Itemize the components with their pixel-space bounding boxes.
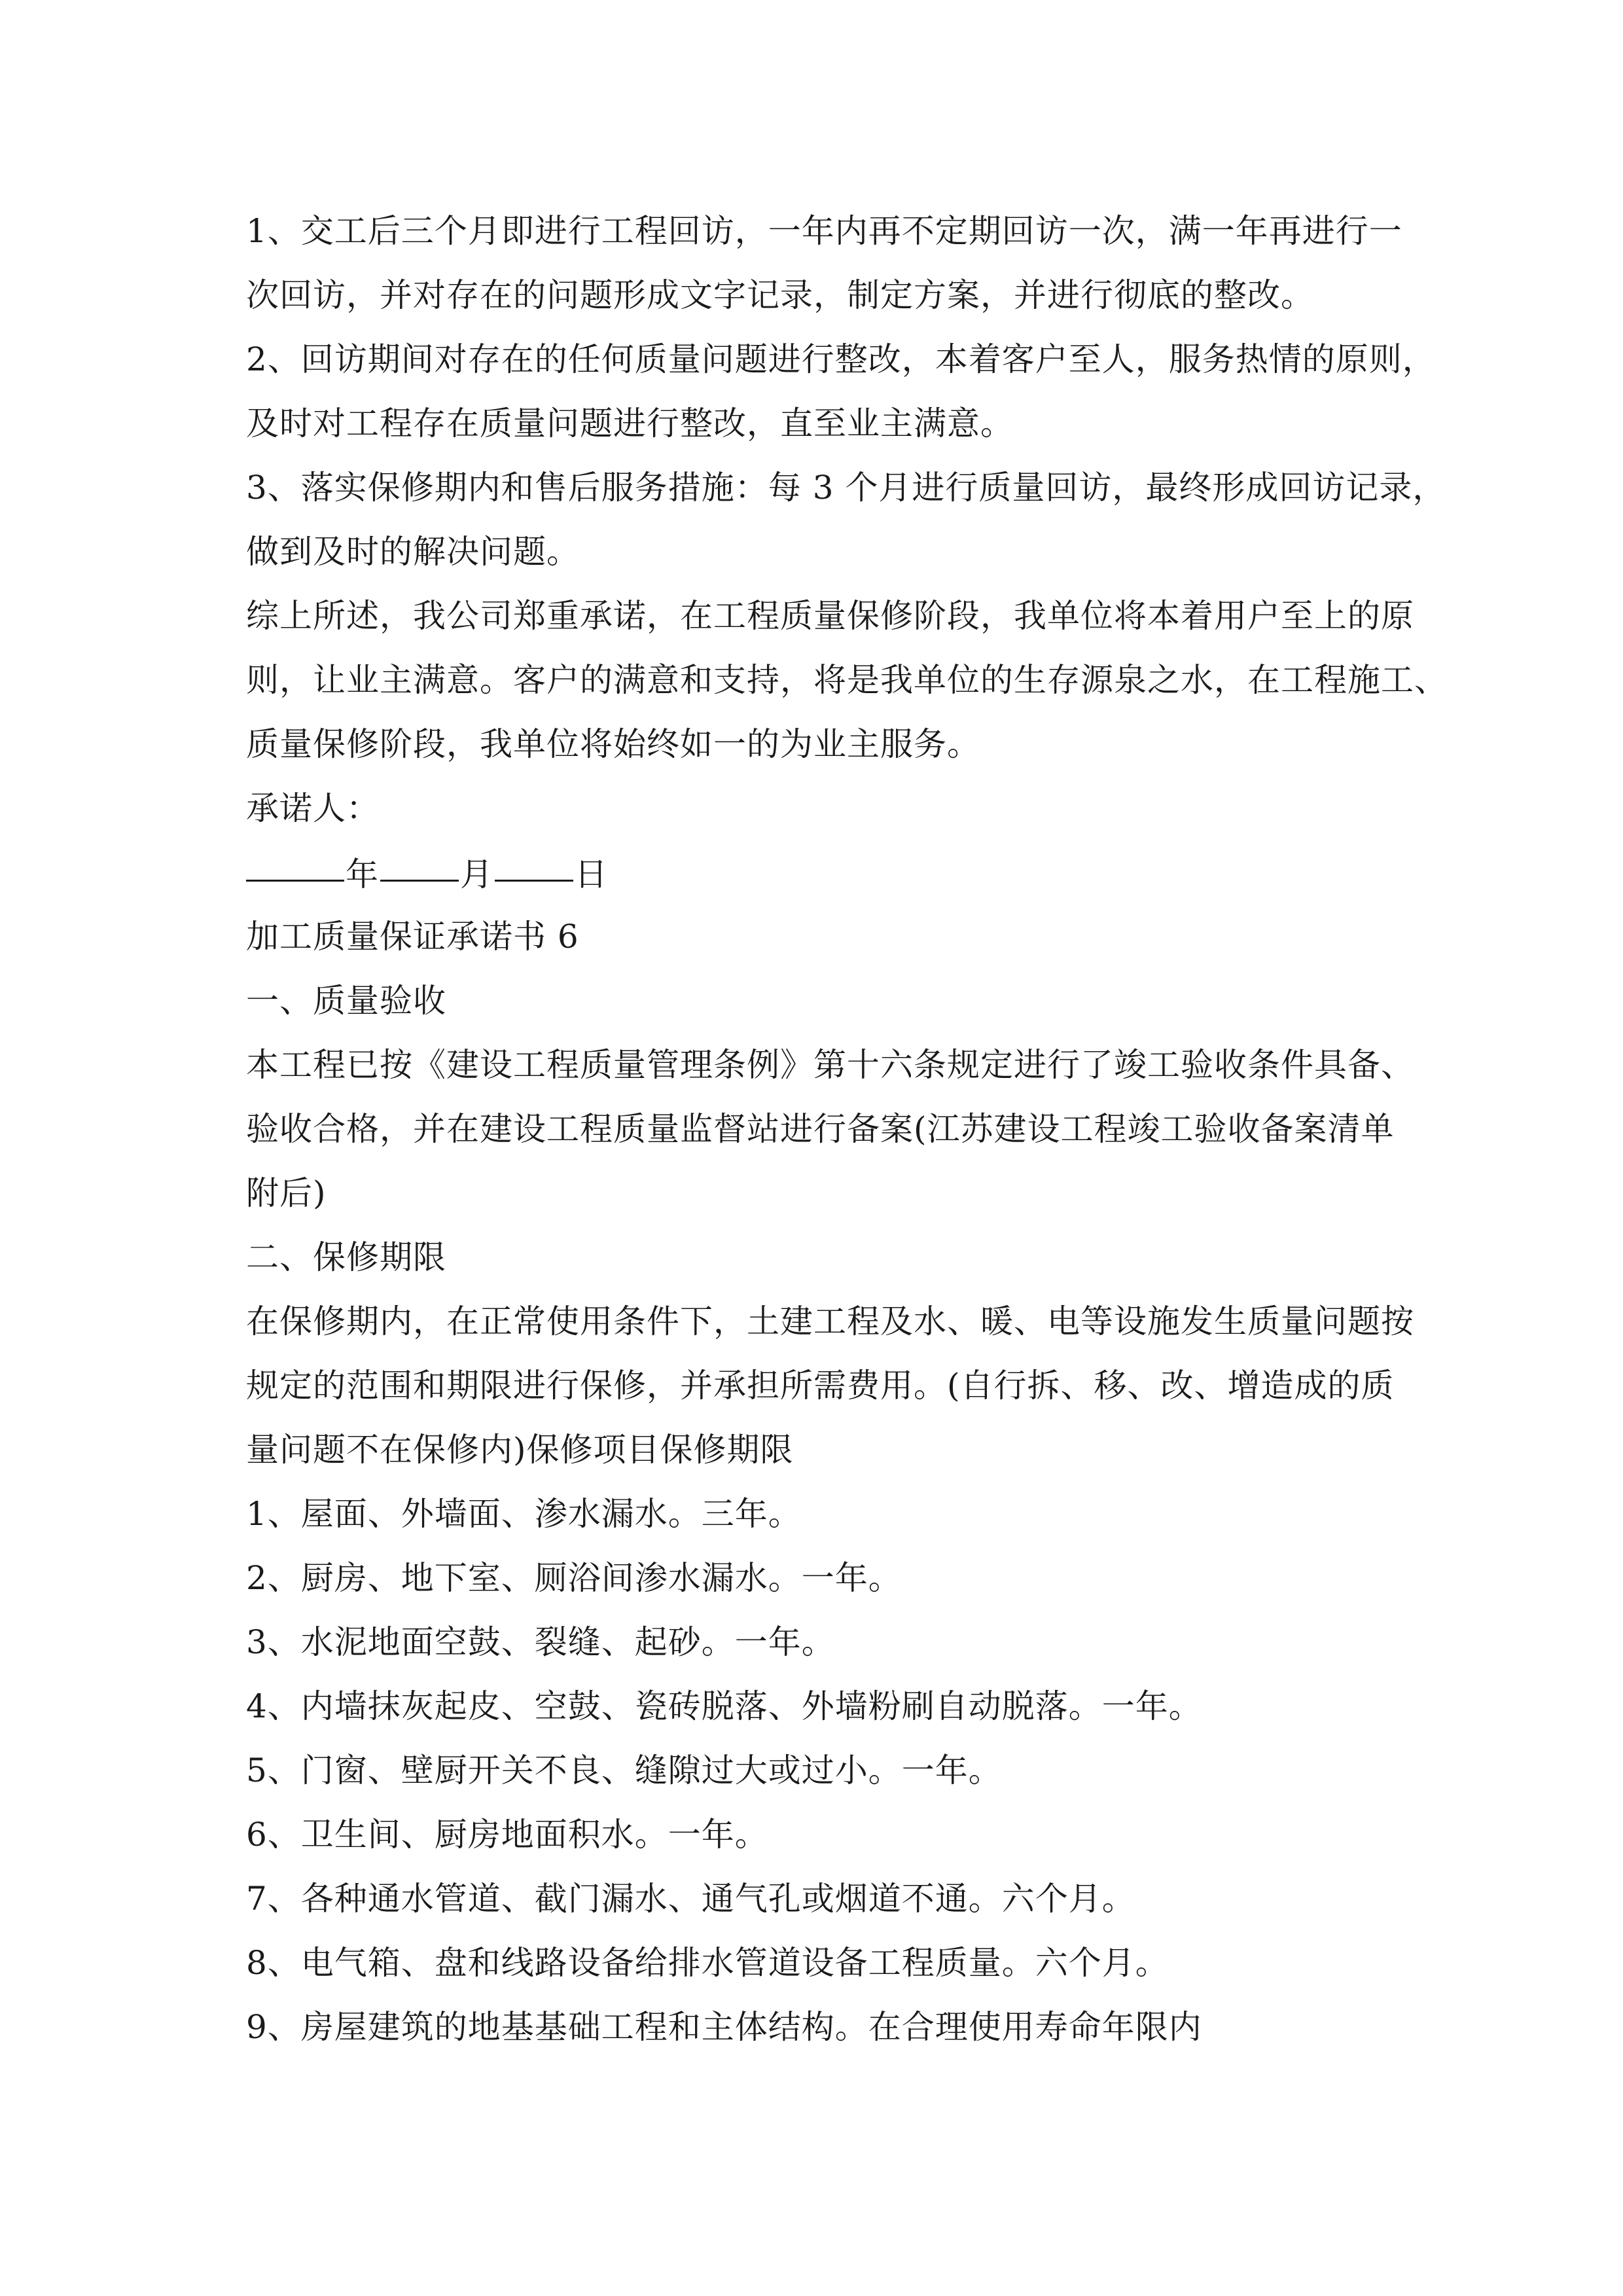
- month-blank: [380, 840, 459, 882]
- text-line: 质量保修阶段，我单位将始终如一的为业主服务。: [246, 725, 980, 763]
- list-item: 3、水泥地面空鼓、裂缝、起砂。一年。: [246, 1623, 835, 1661]
- list-item: 2、厨房、地下室、厕浴间渗水漏水。一年。: [246, 1559, 902, 1597]
- text-line: 规定的范围和期限进行保修，并承担所需费用。(自行拆、移、改、增造成的质: [246, 1367, 1395, 1405]
- text-line: 在保修期内，在正常使用条件下，土建工程及水、暖、电等设施发生质量问题按: [246, 1302, 1414, 1340]
- text-line: 做到及时的解决问题。: [246, 533, 580, 571]
- year-blank: [246, 840, 344, 882]
- list-item: 7、各种通水管道、截门漏水、通气孔或烟道不通。六个月。: [246, 1880, 1135, 1918]
- text-line: 1、交工后三个月即进行工程回访，一年内再不定期回访一次，满一年再进行一: [246, 212, 1402, 250]
- text-line: 综上所述，我公司郑重承诺，在工程质量保修阶段，我单位将本着用户至上的原: [246, 597, 1414, 635]
- list-item: 1、屋面、外墙面、渗水漏水。三年。: [246, 1495, 802, 1533]
- list-item: 5、门窗、壁厨开关不良、缝隙过大或过小。一年。: [246, 1751, 1002, 1789]
- text-line: 则，让业主满意。客户的满意和支持，将是我单位的生存源泉之水，在工程施工、: [246, 661, 1448, 699]
- list-item: 6、卫生间、厨房地面积水。一年。: [246, 1816, 768, 1854]
- promisor-label: 承诺人：: [246, 789, 380, 827]
- text-line: 及时对工程存在质量问题进行整改，直至业主满意。: [246, 404, 1014, 442]
- text-line: 量问题不在保修内)保修项目保修期限: [246, 1431, 794, 1469]
- section-title: 加工质量保证承诺书 6: [246, 918, 579, 956]
- day-blank: [495, 840, 573, 882]
- text-line: 3、落实保修期内和售后服务措施：每 3 个月进行质量回访，最终形成回访记录，: [246, 469, 1446, 507]
- list-item: 9、房屋建筑的地基基础工程和主体结构。在合理使用寿命年限内: [246, 2008, 1202, 2046]
- day-label: 日: [575, 855, 608, 893]
- heading-quality-acceptance: 一、质量验收: [246, 982, 446, 1020]
- list-item: 4、内墙抹灰起皮、空鼓、瓷砖脱落、外墙粉刷自动脱落。一年。: [246, 1687, 1202, 1725]
- text-line: 附后): [246, 1174, 327, 1212]
- heading-warranty-period: 二、保修期限: [246, 1238, 446, 1276]
- year-label: 年: [346, 855, 379, 893]
- text-line: 验收合格，并在建设工程质量监督站进行备案(江苏建设工程竣工验收备案清单: [246, 1110, 1395, 1148]
- month-label: 月: [460, 855, 493, 893]
- list-item: 8、电气箱、盘和线路设备给排水管道设备工程质量。六个月。: [246, 1944, 1169, 1982]
- document-page: [246, 199, 1448, 2059]
- text-line: 2、回访期间对存在的任何质量问题进行整改，本着客户至人，服务热情的原则，: [246, 340, 1436, 378]
- date-line: [246, 840, 1391, 905]
- text-line: 本工程已按《建设工程质量管理条例》第十六条规定进行了竣工验收条件具备、: [246, 1046, 1414, 1084]
- text-line: 次回访，并对存在的问题形成文字记录，制定方案，并进行彻底的整改。: [246, 276, 1314, 314]
